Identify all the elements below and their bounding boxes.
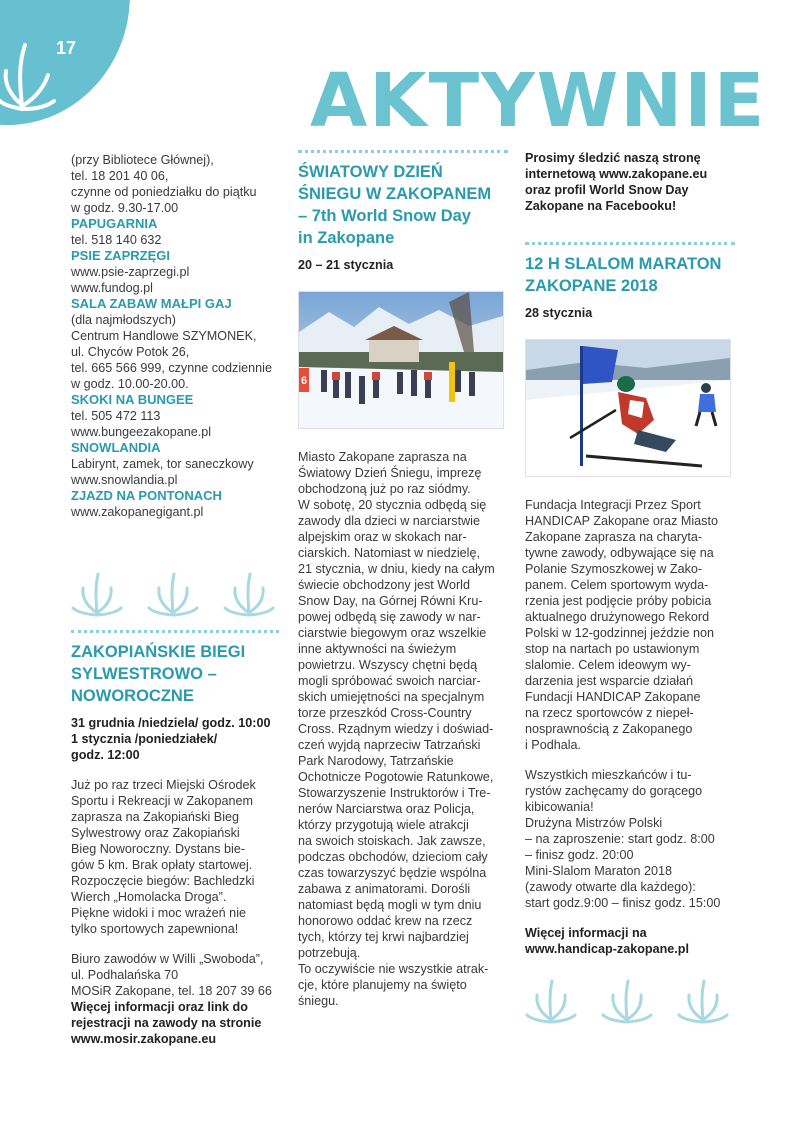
slalom-photo [525, 339, 731, 477]
article-date: 28 stycznia [525, 306, 593, 320]
directory-link[interactable]: www.snowlandia.pl [71, 473, 178, 487]
article-contact: Biuro zawodów w Willi „Swoboda”, ul. Podhalańska 70 MOSiR Zakopane, tel. 18 207 39 66 [71, 952, 272, 998]
directory-line: czynne od poniedziałku do piątku [71, 185, 257, 199]
column-left [71, 152, 279, 1047]
leaf-ornament-icon [147, 570, 199, 618]
dotted-divider [298, 150, 508, 153]
article-body: Fundacja Integracji Przez Sport HANDICAP Zakopane oraz Miasto Zakopane zaprasza na charyta- tywne zawody, odbywające się na Polanie Szymoszkowej w Zako- panem. Celem sportowym wyda- rzenia jest podjęcie próby pobicia aktualnego drużynowego Rekord Polski w 12-godzinnej jeździe non stop na nartach po ustawionym slalomie. Celem ideowym wy- darzenia jest wsparcie działań Fundacji HANDICAP Zakopane na rzecz sportowców z niepeł- nosprawnością z Zakopanego i Podhala. [525, 498, 718, 752]
article-title: ZAKOPIAŃSKIE BIEGI SYLWESTROWO – NOWOROCZNE [71, 643, 246, 705]
article-date: 31 grudnia /niedziela/ godz. 10:00 1 stycznia /poniedziałek/ godz. 12:00 [71, 716, 271, 762]
leaf-ornament-icon [677, 977, 729, 1025]
directory-line: ul. Chyców Potok 26, [71, 345, 190, 359]
page-title: AKTYWNIE [310, 58, 767, 144]
ornament-row [525, 977, 735, 1025]
directory-link[interactable]: www.zakopanegigant.pl [71, 505, 204, 519]
more-info-link[interactable]: Więcej informacji na www.handicap-zakopane.pl [525, 926, 689, 956]
directory-line: Centrum Handlowe SZYMONEK, [71, 329, 257, 343]
directory-line: tel. 665 566 999, czynne codziennie [71, 361, 272, 375]
page-number: 17 [56, 38, 77, 58]
directory-heading: SNOWLANDIA [71, 440, 161, 455]
directory-heading: SKOKI NA BUNGEE [71, 392, 194, 407]
directory-line: (przy Bibliotece Głównej), [71, 153, 214, 167]
directory-line: tel. 505 472 113 [71, 409, 161, 423]
directory-link[interactable]: www.bungeezakopane.pl [71, 425, 212, 439]
intro-note: Prosimy śledzić naszą stronę internetową www.zakopane.eu oraz profil World Snow Day Zakopane na Facebooku! [525, 151, 708, 213]
dotted-divider [525, 242, 735, 245]
snow-day-photo-art [299, 292, 503, 428]
dotted-divider [71, 630, 279, 633]
ornament-row [71, 570, 279, 618]
directory-line: w godz. 10.00-20.00. [71, 377, 189, 391]
directory-line: Labirynt, zamek, tor saneczkowy [71, 457, 254, 471]
leaf-ornament-icon [0, 35, 60, 115]
directory-heading: PSIE ZAPRZĘGI [71, 248, 170, 263]
article-body: Już po raz trzeci Miejski Ośrodek Sportu i Rekreacji w Zakopanem zaprasza na Zakopiański Bieg Sylwestrowy oraz Zakopiański Bieg Noworoczny. Dystans bie- gów 5 km. Brak opłaty startowej. Rozpoczęcie biegów: Bachledzki Wierch „Homolacka Droga”. Piękne widoki i moc wrażeń nie tylko sportowych zapewniona! [71, 778, 256, 936]
directory-line: w godz. 9.30-17.00 [71, 201, 179, 215]
column-right [525, 150, 735, 1025]
directory-heading: SALA ZABAW MAŁPI GAJ [71, 296, 232, 311]
article-title: 12 H SLALOM MARATON ZAKOPANE 2018 [525, 255, 722, 295]
directory-line: (dla najmłodszych) [71, 313, 176, 327]
leaf-ornament-icon [601, 977, 653, 1025]
invite-text: Wszystkich mieszkańców i tu- rystów zachęcamy do gorącego kibicowania! Drużyna Mistrzów Polski – na zaproszenie: start godz. 8:00 – finisz godz. 20:00 Mini-Slalom Maraton 2018 (zawody otwarte dla każdego): start godz.9:00 – finisz godz. 15:00 [525, 768, 721, 910]
leaf-ornament-icon [525, 977, 577, 1025]
article-body: Miasto Zakopane zaprasza na Światowy Dzień Śniegu, imprezę obchodzoną już po raz siódmy. W sobotę, 20 stycznia odbędą się zawody dla dzieci w narciarstwie alpejskim oraz w skokach nar- ciarskich. Natomiast w niedzielę, 21 stycznia, w dniu, kiedy na całym świecie obchodzony jest World Snow Day, na Górnej Równi Kru- powej odbędą się zawody w nar- ciarstwie biegowym oraz wszelkie inne aktywności na świeżym powietrzu. Wszyscy chętni będą mogli spróbować swoich narciar- skich umiejętności na specjalnym torze przeszkód Cross-Country Cross. Rządnym wiedzy i doświad- czeń wyjdą naprzeciw Tatrzański Park Narodowy, Tatrzańskie Ochotnicze Pogotowie Ratunkowe, Stowarzyszenie Instruktorów i Tre- nerów Narciarstwa oraz Policja, którzy przygotują wiele atrakcji na swoich stoiskach. Jak zawsze, podczas obchodów, dzieciom cały czas towarzyszyć będzie wspólna zabawa z animatorami. Dorośli natomiast będą mogli w tym dniu honorowo oddać krew na rzecz tych, którzy tej krwi najbardziej potrzebują. To oczywiście nie wszystkie atrak- cje, które planujemy na święto śniegu. [298, 450, 495, 1008]
directory-link[interactable]: www.psie-zaprzegi.pl [71, 265, 190, 279]
more-info-link[interactable]: Więcej informacji oraz link do rejestracji na zawody na stronie www.mosir.zakopane.eu [71, 1000, 262, 1046]
article-title: ŚWIATOWY DZIEŃ ŚNIEGU W ZAKOPANEM – 7th World Snow Day in Zakopane [298, 163, 492, 247]
slalom-photo-art [526, 340, 730, 476]
leaf-ornament-icon [71, 570, 123, 618]
directory-heading: PAPUGARNIA [71, 216, 158, 231]
photo-number-label: 6 [301, 375, 308, 387]
directory-line: tel. 18 201 40 06, [71, 169, 169, 183]
directory-list [71, 152, 279, 520]
directory-heading: ZJAZD NA PONTONACH [71, 488, 222, 503]
leaf-ornament-icon [223, 570, 275, 618]
column-middle [298, 150, 508, 1009]
directory-line: tel. 518 140 632 [71, 233, 162, 247]
article-date: 20 – 21 stycznia [298, 258, 394, 272]
snow-day-photo [298, 291, 504, 429]
directory-link[interactable]: www.fundog.pl [71, 281, 153, 295]
